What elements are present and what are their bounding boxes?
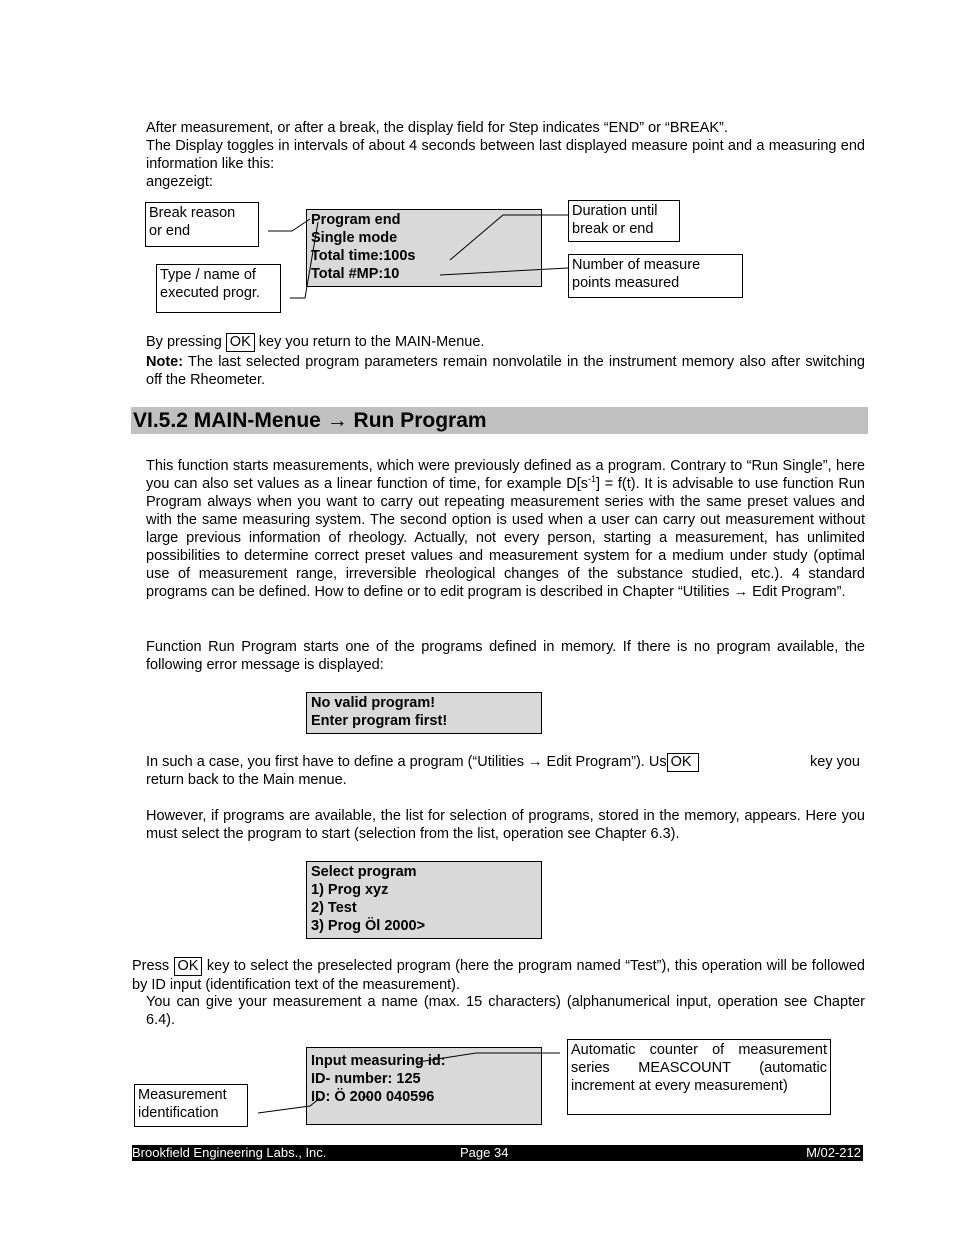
para3-suffix: key you <box>810 754 860 770</box>
para1-sup: -1 <box>588 474 597 485</box>
footer-docnum: M/02-212 <box>806 1145 861 1160</box>
para3-line2: return back to the Main menue. <box>146 772 347 788</box>
lcd-line: No valid program! <box>311 695 436 711</box>
lcd-line: ID: Ö 2000 040596 <box>311 1089 435 1105</box>
intro-line-2: The Display toggles in intervals of about 4 seconds between last displayed measure point and a measuring end information like this: <box>146 138 865 172</box>
ok-key: OK <box>226 333 255 352</box>
para3-prefix: In such a case, you first have to define a program (“Utilities → Edit Program”). Us <box>146 754 667 770</box>
label-break-reason: Break reason or end <box>145 202 259 247</box>
note-text: The last selected program parameters remain nonvolatile in the instrument memory also after switching off the Rheometer. <box>146 354 865 388</box>
footer-page: Page 34 <box>460 1145 509 1160</box>
lcd-line: Select program <box>311 864 417 880</box>
lcd-line: Enter program first! <box>311 713 448 729</box>
para5-suffix: key to select the preselected program (here the program named “Test”), this operation will be followed by ID input (identification text of the measurement). <box>132 958 865 993</box>
label-program-type: Type / name of executed progr. <box>156 264 281 313</box>
label-measure-points: Number of measure points measured <box>568 254 743 298</box>
section-heading: VI.5.2 MAIN-Menue → Run Program <box>131 407 868 434</box>
ok-suffix: key you return to the MAIN-Menue. <box>258 334 485 350</box>
lcd-line: ID- number: 125 <box>311 1071 421 1087</box>
connector-type <box>290 222 318 298</box>
paragraph-however: However, if programs are available, the list for selection of programs, stored in the memory, appears. Here you must select the program to start (selection from the list, operation see Chapter 6.3). <box>146 808 865 842</box>
page-footer <box>132 1145 863 1161</box>
ok-prefix: By pressing <box>146 334 222 350</box>
ok-key: OK <box>174 957 203 976</box>
note-label: Note: <box>146 354 184 370</box>
lcd-line: Program end <box>311 212 401 228</box>
label-meascount: Automatic counter of measurement series MEASCOUNT (automatic increment at every measurement) <box>567 1039 831 1115</box>
connector-duration <box>450 215 568 260</box>
lcd-line: Total time:100s <box>311 248 416 264</box>
paragraph-function-run: Function Run Program starts one of the programs defined in memory. If there is no program available, the following error message is displayed: <box>146 639 865 673</box>
lcd-line: Total #MP:10 <box>311 266 400 282</box>
connector-break <box>268 219 310 231</box>
lcd-line: 3) Prog Öl 2000> <box>311 918 426 934</box>
footer-company: Brookfield Engineering Labs., Inc. <box>132 1145 327 1160</box>
lcd-line: 2) Test <box>311 900 357 916</box>
para5-prefix: Press <box>132 958 170 974</box>
intro-line-1: After measurement, or after a break, the display field for Step indicates “END” or “BREAK”. <box>146 120 728 136</box>
lcd-line: 1) Prog xyz <box>311 882 389 898</box>
intro-line-3: angezeigt: <box>146 174 213 190</box>
para1-b: ] = f(t). It is advisable to use function Run Program always when you want to carry out repeating measurement series with the same preset values and with the same measuring system. The second option is used when a user can carry out measurement without large previous information of rheology. Actually, not every person, starting a measurement, has unlimited possibilities to determine correct preset values and measurement system for a medium under study (optimal use of measurement range, irreversible rheological changes of the substance studied, etc.). 4 standard programs can be defined. How to define or to edit program is described in Chapter “Utilities → Edit Program”. <box>146 476 865 600</box>
ok-key: OK <box>667 753 699 772</box>
connector-mp <box>440 268 568 275</box>
paragraph-measurement-name: You can give your measurement a name (max. 15 characters) (alphanumerical input, operation see Chapter 6.4). <box>146 994 865 1028</box>
lcd-line: Input measuring id: <box>311 1053 446 1069</box>
para1-a: This function starts measurements, which were previously defined as a program. Contrary to “Run Single”, here you can also set values as a linear function of time, for example D[s <box>146 458 865 492</box>
label-duration: Duration until break or end <box>568 200 680 242</box>
connector-ident <box>258 1098 320 1113</box>
lcd-line: Single mode <box>311 230 398 246</box>
label-measurement-id: Measurement identification <box>134 1084 248 1127</box>
connector-counter <box>418 1053 560 1062</box>
